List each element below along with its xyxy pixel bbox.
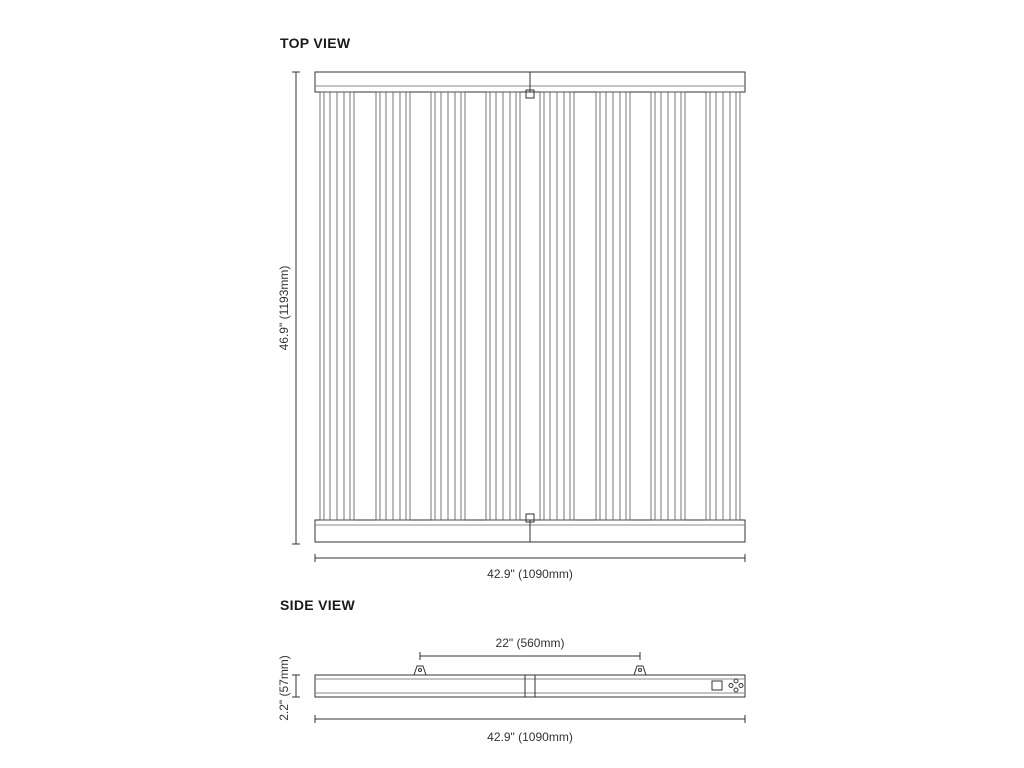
- display-panel: [712, 681, 722, 690]
- light-bar: [320, 92, 354, 520]
- top-height-dimension: [292, 72, 300, 544]
- side-spacing-label: 22" (560mm): [495, 636, 565, 650]
- top-height-label: 46.9" (1193mm): [277, 265, 291, 351]
- bottom-rail: [315, 514, 745, 542]
- top-width-label: 42.9" (1090mm): [487, 567, 573, 581]
- light-bar: [431, 92, 465, 520]
- side-spacing-dimension: [420, 652, 640, 660]
- top-view-heading: TOP VIEW: [280, 35, 351, 51]
- side-width-label: 42.9" (1090mm): [487, 730, 573, 744]
- light-bar: [486, 92, 520, 520]
- top-width-dimension: [315, 554, 745, 562]
- light-bar: [706, 92, 740, 520]
- side-height-dimension: [292, 675, 300, 697]
- side-height-label: 2.2" (57mm): [277, 655, 291, 721]
- control-pad-icon: [729, 679, 743, 692]
- side-view-heading: SIDE VIEW: [280, 597, 356, 613]
- light-bars: [320, 92, 740, 520]
- top-rail: [315, 72, 745, 98]
- side-fixture: [315, 675, 745, 697]
- side-width-dimension: [315, 715, 745, 723]
- light-bar: [376, 92, 410, 520]
- light-bar: [651, 92, 685, 520]
- hanger-bracket: [414, 666, 426, 675]
- light-bar: [596, 92, 630, 520]
- hanger-bracket: [634, 666, 646, 675]
- light-bar: [540, 92, 574, 520]
